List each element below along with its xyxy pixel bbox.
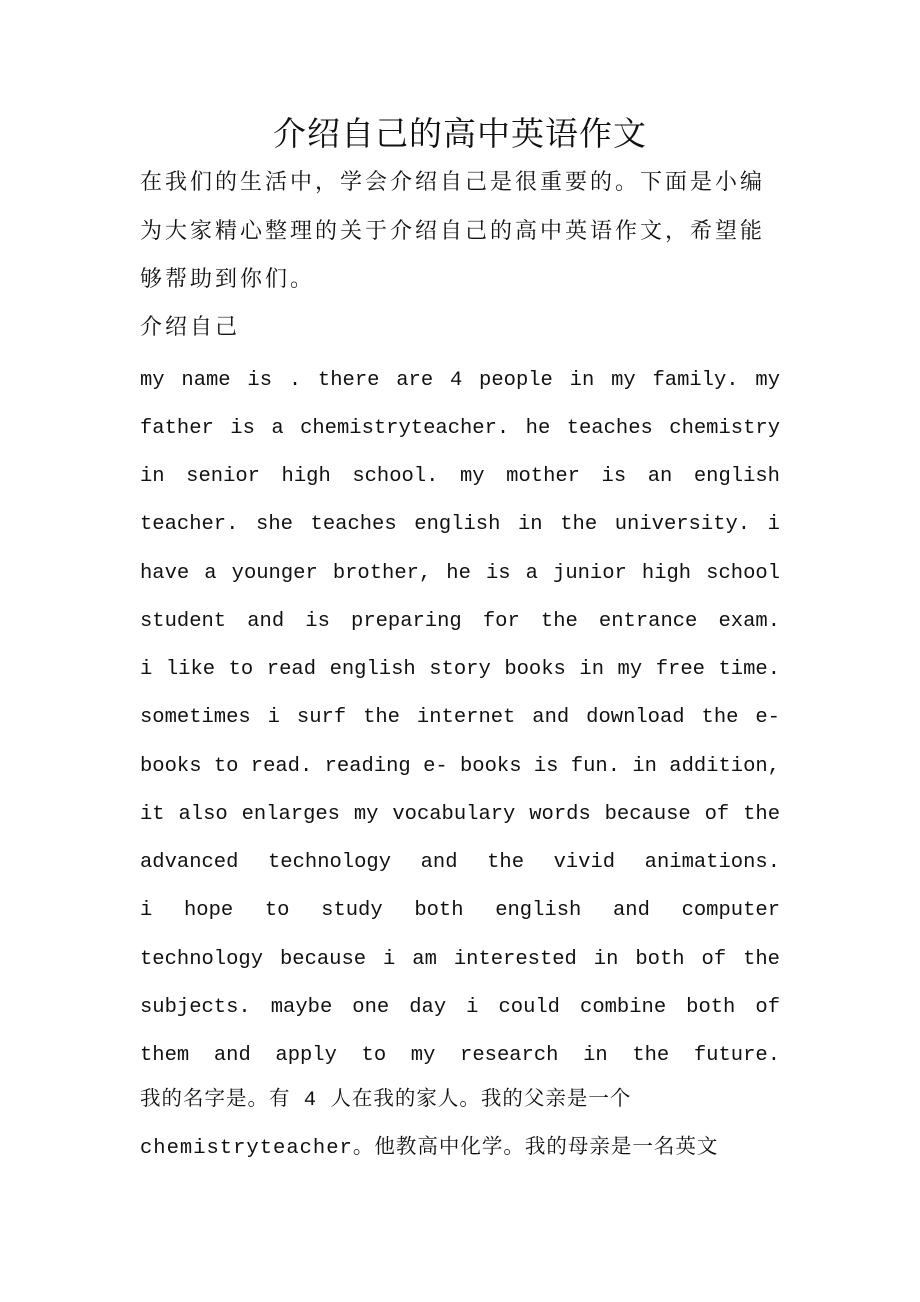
essay-line-2: father is a chemistryteacher. he teaches chemistry [140,417,780,440]
translation-line-2: chemistryteacher。他教高中化学。我的母亲是一名英文 [140,1137,719,1160]
essay-line-8: sometimes i surf the internet and download the e- [140,706,780,729]
essay-line-13: technology because i am interested in both of the [140,948,780,971]
intro-line-2: 为大家精心整理的关于介绍自己的高中英语作文，希望能 [140,219,766,244]
essay-line-9: books to read. reading e- books is fun. in addition, [140,755,780,778]
essay-line-14: subjects. maybe one day i could combine both of [140,996,780,1019]
essay-line-5: have a younger brother, he is a junior high school [140,562,780,585]
essay-line-15: them and apply to my research in the future. [140,1044,780,1067]
intro-line-3: 够帮助到你们。 [140,267,316,292]
essay-line-11: advanced technology and the vivid animations. [140,851,780,874]
essay-line-4: teacher. she teaches english in the university. i [140,513,780,536]
essay-line-7: i like to read english story books in my free time. [140,658,780,681]
essay-line-6: student and is preparing for the entrance exam. [140,610,780,633]
essay-line-1: my name is . there are 4 people in my family. my [140,369,780,392]
essay-line-10: it also enlarges my vocabulary words because of the [140,803,780,826]
essay-line-12: i hope to study both english and computer [140,899,780,922]
intro-line-1: 在我们的生活中，学会介绍自己是很重要的。下面是小编 [140,170,766,195]
translation-line-1: 我的名字是。有 4 人在我的家人。我的父亲是一个 [140,1089,632,1112]
essay-line-3: in senior high school. my mother is an english [140,465,780,488]
section-heading: 介绍自己 [140,315,241,340]
document-title: 介绍自己的高中英语作文 [273,114,647,153]
